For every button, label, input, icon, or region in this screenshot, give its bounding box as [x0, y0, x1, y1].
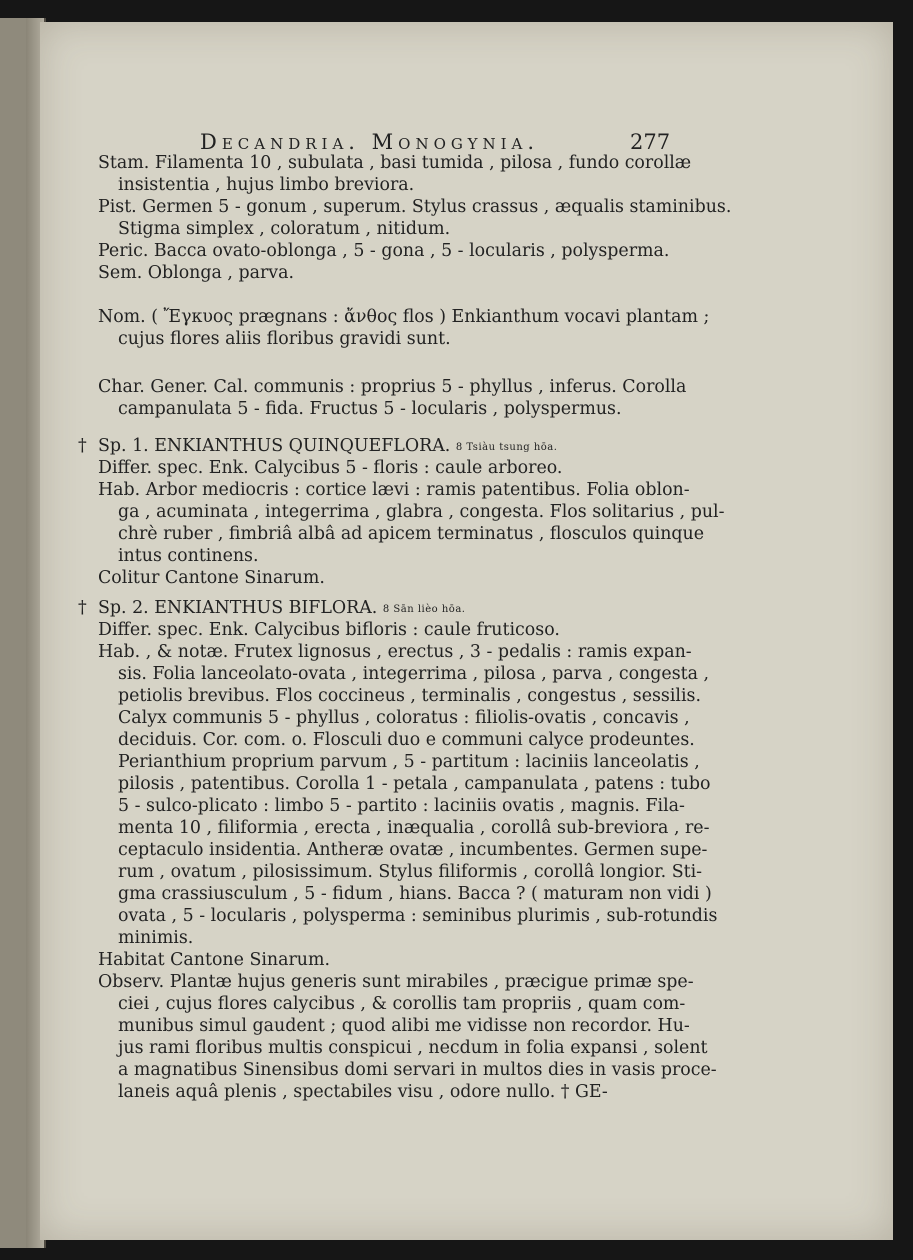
genus-description	[98, 152, 732, 284]
text-line: Hab. , & notæ. Frutex lignosus , erectus , 3 - pedalis : ramis expan-	[98, 642, 692, 662]
nomen-paragraph	[98, 306, 708, 350]
text-line: Differ. spec. Enk. Calycibus bifloris : caule fruticoso.	[98, 620, 560, 640]
text-line: sis. Folia lanceolato-ovata , integerrima , pilosa , parva , congesta ,	[118, 664, 710, 684]
text-line: deciduis. Cor. com. o. Flosculi duo e communi calyce prodeuntes.	[118, 730, 695, 750]
book-page	[40, 22, 893, 1240]
text-line: chrè ruber , fimbriâ albâ ad apicem terminatus , flosculos quinque	[118, 524, 705, 544]
text-line: Perianthium proprium parvum , 5 - partitum : laciniis lanceolatis ,	[118, 752, 700, 772]
text-line: Differ. spec. Enk. Calycibus 5 - floris : caule arboreo.	[98, 458, 563, 478]
text-line: Calyx communis 5 - phyllus , coloratus : filiolis-ovatis , concavis ,	[118, 708, 690, 728]
text-line: ga , acuminata , integerrima , glabra , congesta. Flos solitarius , pul-	[118, 502, 725, 522]
species-title-line	[78, 597, 708, 619]
text-line: minimis.	[118, 928, 194, 948]
text-line: Sem. Oblonga , parva.	[98, 263, 294, 283]
chinese-name: 8 Sān lièo hōa.	[382, 604, 466, 615]
text-line: Pist. Germen 5 - gonum , superum. Stylus crassus , æqualis staminibus.	[98, 197, 732, 217]
text-line: insistentia , hujus limbo breviora.	[118, 175, 415, 195]
text-line: Nom. ( Ἔγκυος prægnans : ἄνθος flos ) Enkianthum vocavi plantam ;	[98, 307, 710, 327]
species-title: Sp. 2. ENKIANTHUS BIFLORA.	[98, 598, 378, 618]
text-line: pilosis , patentibus. Corolla 1 - petala , campanulata , patens : tubo	[118, 774, 711, 794]
text-line: a magnatibus Sinensibus domi servari in multos dies in vasis proce-	[118, 1060, 717, 1080]
text-line: Stam. Filamenta 10 , subulata , basi tumida , pilosa , fundo corollæ	[98, 153, 692, 173]
text-line: munibus simul gaudent ; quod alibi me vidisse non recordor. Hu-	[118, 1016, 690, 1036]
species-2	[78, 597, 718, 1103]
character-genericus	[98, 376, 708, 420]
text-line: Colitur Cantone Sinarum.	[98, 568, 325, 588]
text-line: Hab. Arbor mediocris : cortice lævi : ramis patentibus. Folia oblon-	[98, 480, 690, 500]
text-line: intus continens.	[118, 546, 259, 566]
text-line: gma crassiusculum , 5 - fidum , hians. Bacca ? ( maturam non vidi )	[118, 884, 712, 904]
text-line: Habitat Cantone Sinarum.	[98, 950, 331, 970]
header-title: Decandria. Monogynia.	[200, 130, 540, 154]
text-line: ceptaculo insidentia. Antheræ ovatæ , incumbentes. Germen supe-	[118, 840, 708, 860]
species-title-line	[78, 435, 708, 457]
text-line: Char. Gener. Cal. communis : proprius 5 - phyllus , inferus. Corolla	[98, 377, 687, 397]
dagger-mark: †	[78, 598, 87, 618]
dagger-mark: †	[78, 436, 87, 456]
text-line: laneis aquâ plenis , spectabiles visu , odore nullo. † GE-	[118, 1082, 608, 1102]
text-line: cujus flores aliis floribus gravidi sunt.	[118, 329, 451, 349]
text-line: jus rami floribus multis conspicui , necdum in folia expansi , solent	[118, 1038, 708, 1058]
text-line: ovata , 5 - locularis , polysperma : seminibus plurimis , sub-rotundis	[118, 906, 718, 926]
text-line: ciei , cujus flores calycibus , & corollis tam propriis , quam com-	[118, 994, 686, 1014]
text-line: Peric. Bacca ovato-oblonga , 5 - gona , 5 - locularis , polysperma.	[98, 241, 670, 261]
text-line: 5 - sulco-plicato : limbo 5 - partito : laciniis ovatis , magnis. Fila-	[118, 796, 685, 816]
species-title: Sp. 1. ENKIANTHUS QUINQUEFLORA.	[98, 436, 451, 456]
text-line: petiolis brevibus. Flos coccineus , terminalis , congestus , sessilis.	[118, 686, 701, 706]
text-line: campanulata 5 - fida. Fructus 5 - locularis , polyspermus.	[118, 399, 622, 419]
text-line: Observ. Plantæ hujus generis sunt mirabiles , præcigue primæ spe-	[98, 972, 694, 992]
text-line: Stigma simplex , coloratum , nitidum.	[118, 219, 451, 239]
text-line: rum , ovatum , pilosissimum. Stylus filiformis , corollâ longior. Sti-	[118, 862, 703, 882]
species-1	[78, 435, 725, 589]
chinese-name: 8 Tsiàu tsung hōa.	[455, 442, 558, 453]
text-line: menta 10 , filiformia , erecta , inæqualia , corollâ sub-breviora , re-	[118, 818, 710, 838]
page-number: 277	[630, 130, 671, 154]
